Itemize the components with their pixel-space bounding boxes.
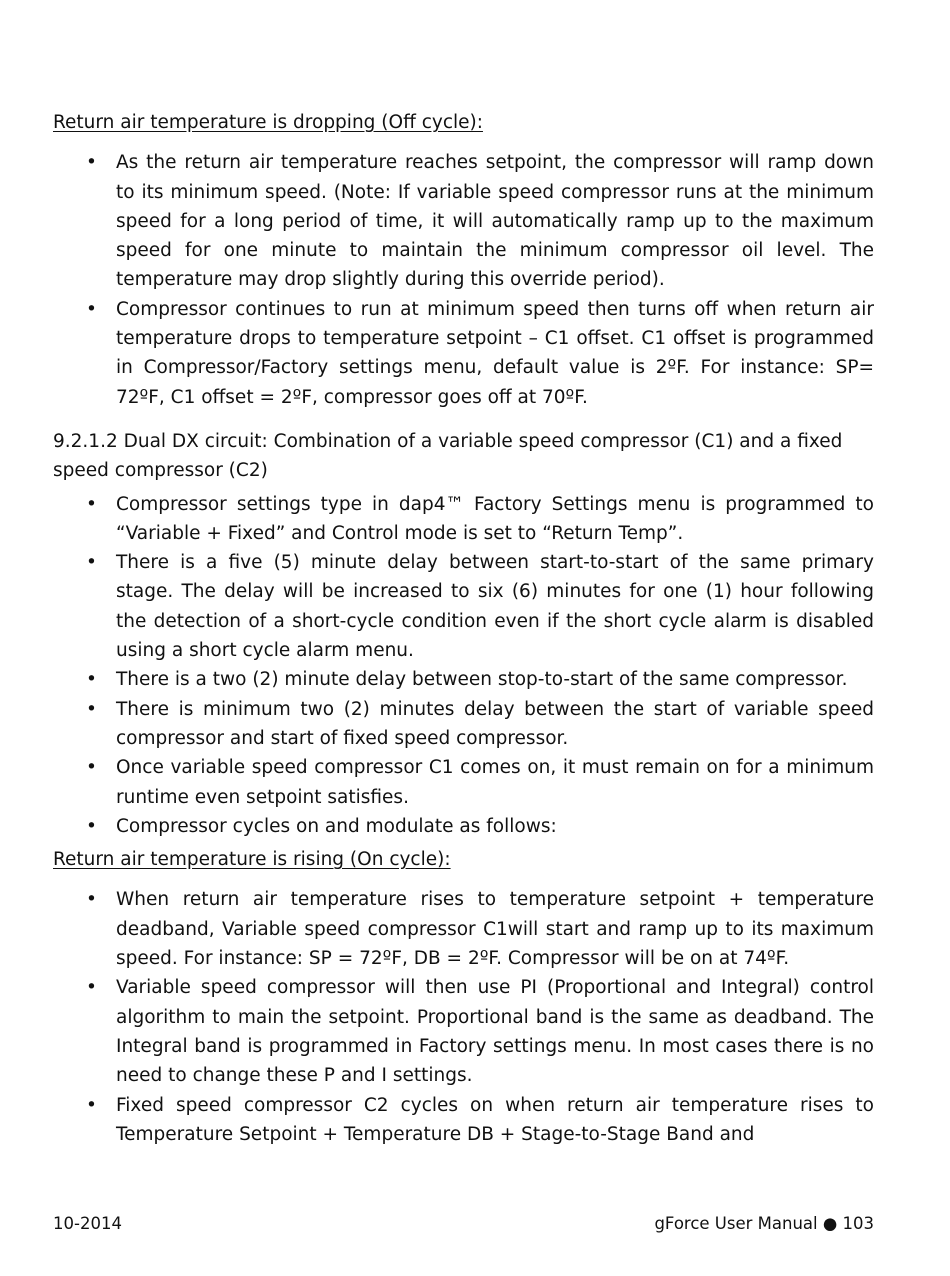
bullet-icon: • [86,298,97,320]
list-item: • There is a five (5) minute delay between start-to-start of the same primary stage. The delay will be increased to six (6) minutes for one (1) hour following the detection of a short-cycle condition even if the short cycle alarm is disabled using a short cycle alarm menu. [53,548,874,665]
bullet-icon: • [86,552,97,574]
list-item: • Compressor settings type in dap4™ Factory Settings menu is programmed to “Variable + Fixed” and Control mode is set to “Return Temp”. [53,490,874,549]
document-page [53,108,874,1149]
bullet-icon: • [86,889,97,911]
on-cycle-bullet-list [53,885,874,1149]
section-heading-off-cycle: Return air temperature is dropping (Off cycle): [53,112,483,133]
bullet-icon: • [86,152,97,174]
list-item: • Fixed speed compressor C2 cycles on when return air temperature rises to Temperature Setpoint + Temperature DB + Stage-to-Stage Band and [53,1091,874,1150]
bullet-icon: • [86,977,97,999]
list-item: • There is minimum two (2) minutes delay between the start of variable speed compressor and start of fixed speed compressor. [53,695,874,754]
bullet-icon: • [86,1094,97,1116]
bullet-icon: • [86,669,97,691]
section-title-dual-dx: 9.2.1.2 Dual DX circuit: Combination of a variable speed compressor (C1) and a fixed speed compressor (C2) [53,430,843,482]
list-item: • Compressor continues to run at minimum speed then turns off when return air temperature drops to temperature setpoint – C1 offset. C1 offset is programmed in Compressor/Factory settings menu, default value is 2ºF. For instance: SP= 72ºF, C1 offset = 2ºF, compressor goes off at 70ºF. [53,295,874,412]
bullet-icon: • [86,815,97,837]
footer-manual-page: gForce User Manual ● 103 [654,1214,874,1233]
bullet-icon: • [86,757,97,779]
bullet-icon: • [86,698,97,720]
list-item: • Variable speed compressor will then use PI (Proportional and Integral) control algorithm to main the setpoint. Proportional band is the same as deadband. The Integral band is programmed in Factory settings menu. In most cases there is no need to change these P and I settings. [53,973,874,1090]
section-heading-on-cycle: Return air temperature is rising (On cycle): [53,849,451,871]
list-item: • Compressor cycles on and modulate as follows: [53,812,874,841]
list-item: • When return air temperature rises to temperature setpoint + temperature deadband, Variable speed compressor C1will start and ramp up to its maximum speed. For instance: SP = 72ºF, DB = 2ºF. Compressor will be on at 74ºF. [53,885,874,973]
bullet-icon: • [86,493,97,515]
list-item: • As the return air temperature reaches setpoint, the compressor will ramp down to its minimum speed. (Note: If variable speed compressor runs at the minimum speed for a long period of time, it will automatically ramp up to the maximum speed for one minute to maintain the minimum compressor oil level. The temperature may drop slightly during this override period). [53,148,874,294]
dual-dx-bullet-list [53,490,874,842]
off-cycle-bullet-list [53,148,874,412]
footer-date: 10-2014 [53,1214,122,1233]
list-item: • There is a two (2) minute delay between stop-to-start of the same compressor. [53,665,874,694]
list-item: • Once variable speed compressor C1 comes on, it must remain on for a minimum runtime even setpoint satisfies. [53,753,874,812]
